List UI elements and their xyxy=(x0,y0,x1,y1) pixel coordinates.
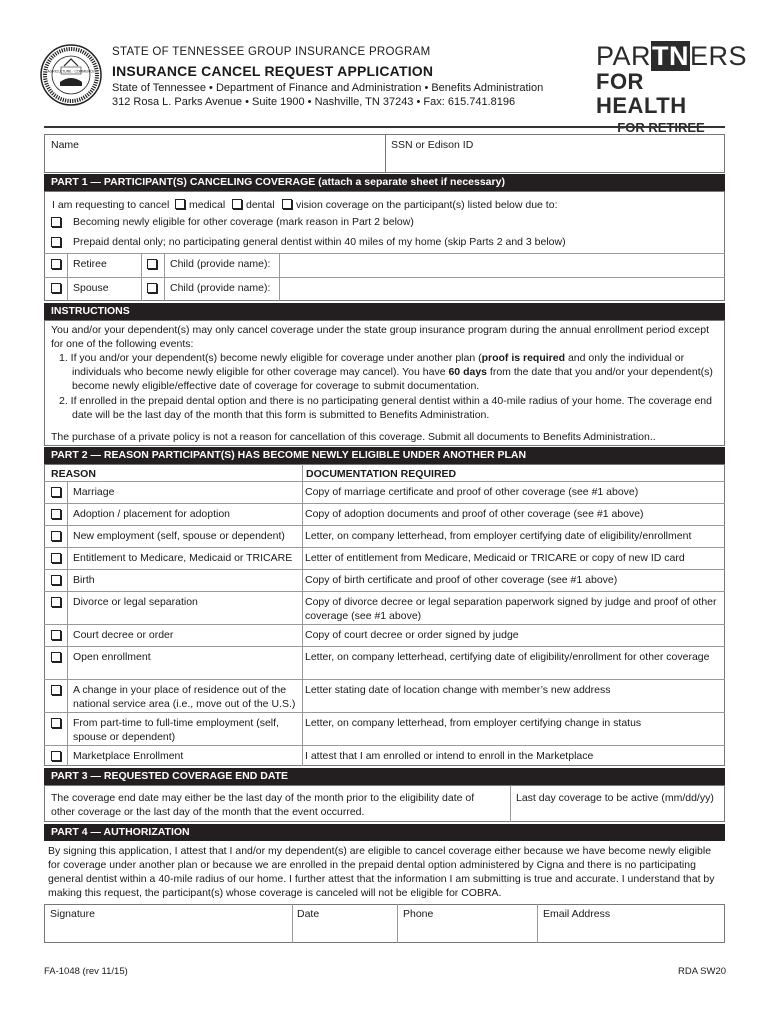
address-line: 312 Rosa L. Parks Avenue • Suite 1900 • Nashville, TN 37243 • Fax: 615.741.8196 xyxy=(112,96,516,108)
reason-checkbox[interactable] xyxy=(51,718,61,728)
reason-checkbox[interactable] xyxy=(51,487,61,497)
reason-checkbox[interactable] xyxy=(51,597,61,607)
spouse-checkbox[interactable] xyxy=(51,283,61,293)
child1-checkbox[interactable] xyxy=(147,259,157,269)
child2-label: Child (provide name): xyxy=(170,282,271,294)
prepaid-dental-label: Prepaid dental only; no participating general dentist within 40 miles of my home (skip Parts 2 and 3 below) xyxy=(73,236,566,248)
dental-checkbox[interactable] xyxy=(232,199,242,209)
reason-checkbox[interactable] xyxy=(51,652,61,662)
documentation-label: I attest that I am enrolled or intend to enroll in the Marketplace xyxy=(305,750,594,762)
state-seal-logo xyxy=(40,44,102,106)
documentation-label: Letter, on company letterhead, certifying date of eligibility/enrollment for other coverage xyxy=(305,651,710,663)
vision-label: vision coverage on the participant(s) listed below due to: xyxy=(296,199,558,211)
part2-header: PART 2 — REASON PARTICIPANT(S) HAS BECOME NEWLY ELIGIBLE UNDER ANOTHER PLAN xyxy=(44,447,725,464)
reason-checkbox[interactable] xyxy=(51,751,61,761)
header-divider xyxy=(44,126,725,128)
child1-label: Child (provide name): xyxy=(170,258,271,270)
documentation-label: Copy of court decree or order signed by judge xyxy=(305,629,519,641)
name-field[interactable] xyxy=(44,134,386,173)
ssn-field[interactable] xyxy=(385,134,725,173)
reason-label: Open enrollment xyxy=(73,651,151,663)
department-line: State of Tennessee • Department of Finance and Administration • Benefits Administration xyxy=(112,82,544,94)
part1-header: PART 1 — PARTICIPANT(S) CANCELING COVERAGE (attach a separate sheet if necessary) xyxy=(44,174,725,191)
instructions-item-2: 2. If enrolled in the prepaid dental option and there is no participating general dentist within a 40-mile radius of your home. The coverage end date will be the last day of the month that this form is submitted to Benefits Administration. xyxy=(59,395,712,421)
reason-checkbox[interactable] xyxy=(51,575,61,585)
last-day-coverage-label: Last day coverage to be active (mm/dd/yy) xyxy=(516,792,714,804)
form-id: FA-1048 (rev 11/15) xyxy=(44,966,128,977)
documentation-label: Copy of marriage certificate and proof of other coverage (see #1 above) xyxy=(305,486,639,498)
reason-column-header: REASON xyxy=(51,468,96,480)
end-date-explanation: The coverage end date may either be the last day of the month prior to the eligibility date of other coverage or the last day of the month that the event occurred. xyxy=(51,792,475,818)
reason-label: New employment (self, spouse or dependent) xyxy=(73,530,285,542)
reason-row xyxy=(44,712,725,745)
ssn-label: SSN or Edison ID xyxy=(391,139,474,151)
medical-checkbox[interactable] xyxy=(175,199,185,209)
medical-label: medical xyxy=(189,199,226,211)
reason-row xyxy=(44,503,725,525)
signature-label: Signature xyxy=(50,908,95,920)
form-code: RDA SW20 xyxy=(678,966,727,977)
signature-field[interactable] xyxy=(45,921,291,942)
last-day-coverage-field[interactable] xyxy=(511,806,724,821)
reason-checkbox[interactable] xyxy=(51,553,61,563)
documentation-label: Letter, on company letterhead, from employer certifying change in status xyxy=(305,717,642,729)
documentation-label: Letter of entitlement from Medicare, Medicaid or TRICARE or copy of new ID card xyxy=(305,552,685,564)
form-title: INSURANCE CANCEL REQUEST APPLICATION xyxy=(112,63,434,79)
reason-row xyxy=(44,745,725,766)
reason-label: Marriage xyxy=(73,486,115,498)
name-label: Name xyxy=(51,139,80,151)
reason-label: Birth xyxy=(73,574,95,586)
part3-header: PART 3 — REQUESTED COVERAGE END DATE xyxy=(44,768,725,785)
reason-checkbox[interactable] xyxy=(51,685,61,695)
instructions-header: INSTRUCTIONS xyxy=(44,303,725,320)
reason-label: Adoption / placement for adoption xyxy=(73,508,231,520)
reason-label: From part-time to full-time employment (self, spouse or dependent) xyxy=(73,717,279,743)
reason-label: Entitlement to Medicare, Medicaid or TRICARE xyxy=(73,552,293,564)
reason-label: Court decree or order xyxy=(73,629,174,641)
spouse-label: Spouse xyxy=(73,282,109,294)
date-label: Date xyxy=(297,908,320,920)
documentation-label: Copy of birth certificate and proof of other coverage (see #1 above) xyxy=(305,574,618,586)
email-label: Email Address xyxy=(543,908,611,920)
reason-row xyxy=(44,569,725,591)
reason-row xyxy=(44,679,725,712)
reason-row xyxy=(44,547,725,569)
retiree-label: Retiree xyxy=(73,258,107,270)
reason-row xyxy=(44,481,725,503)
dental-label: dental xyxy=(246,199,275,211)
child2-checkbox[interactable] xyxy=(147,283,157,293)
newly-eligible-checkbox[interactable] xyxy=(51,217,61,227)
partners-for-health-logo: PARTNERS FOR HEALTH FOR RETIREE xyxy=(596,41,748,135)
reason-label: A change in your place of residence out of the national service area (i.e., move out of the U.S.) xyxy=(73,684,296,710)
reason-checkbox[interactable] xyxy=(51,509,61,519)
reason-row xyxy=(44,646,725,679)
instructions-intro: You and/or your dependent(s) may only cancel coverage under the state group insurance program during the annual enrollment period except for one of the following events: xyxy=(51,324,710,350)
documentation-label: Copy of divorce decree or legal separation paperwork signed by judge and proof of other coverage (see #1 above) xyxy=(305,596,717,622)
reason-row xyxy=(44,591,725,624)
authorization-text: By signing this application, I attest that I and/or my dependent(s) are eligible to cancel coverage either because we have become newly eligible for coverage under another plan or because we are enrolled in the prepaid dental option administered by Cigna and there is no participating general dentist within a 40-mile radius of our home. I further attest that the information I am submitting is true and accurate. I understand that by making this request, the participant(s) whose coverage is canceled will not be eligible for COBRA. xyxy=(48,845,715,899)
phone-label: Phone xyxy=(403,908,434,920)
reason-checkbox[interactable] xyxy=(51,630,61,640)
prepaid-dental-checkbox[interactable] xyxy=(51,237,61,247)
part4-header: PART 4 — AUTHORIZATION xyxy=(44,824,725,841)
documentation-label: Letter stating date of location change with member’s new address xyxy=(305,684,611,696)
newly-eligible-label: Becoming newly eligible for other coverage (mark reason in Part 2 below) xyxy=(73,216,414,228)
instructions-item-1: 1. If you and/or your dependent(s) become newly eligible for coverage under another plan (proof is required and only the individual or individuals who become newly eligible for other coverage may cancel). You have 60 days from the date that you and/or your dependent(s) become newly eligible/effective date of coverage for coverage to submit documentation. xyxy=(59,352,713,392)
vision-checkbox[interactable] xyxy=(282,199,292,209)
reason-row xyxy=(44,525,725,547)
documentation-label: Letter, on company letterhead, from employer certifying date of eligibility/enrollment xyxy=(305,530,692,542)
email-field[interactable] xyxy=(538,921,724,942)
reason-label: Divorce or legal separation xyxy=(73,596,198,608)
instructions-note: The purchase of a private policy is not a reason for cancellation of this coverage. Submit all documents to Benefits Administration.. xyxy=(51,431,656,443)
documentation-label: Copy of adoption documents and proof of other coverage (see #1 above) xyxy=(305,508,644,520)
retiree-checkbox[interactable] xyxy=(51,259,61,269)
documentation-column-header: DOCUMENTATION REQUIRED xyxy=(306,468,457,480)
seal-text: AGRICULTURE · COMMERCE xyxy=(47,69,95,74)
phone-field[interactable] xyxy=(398,921,536,942)
program-name: STATE OF TENNESSEE GROUP INSURANCE PROGRAM xyxy=(112,46,431,58)
reason-checkbox[interactable] xyxy=(51,531,61,541)
reason-label: Marketplace Enrollment xyxy=(73,750,184,762)
reason-row xyxy=(44,624,725,646)
cancel-request-text: I am requesting to cancel xyxy=(52,199,170,211)
date-field[interactable] xyxy=(293,921,396,942)
